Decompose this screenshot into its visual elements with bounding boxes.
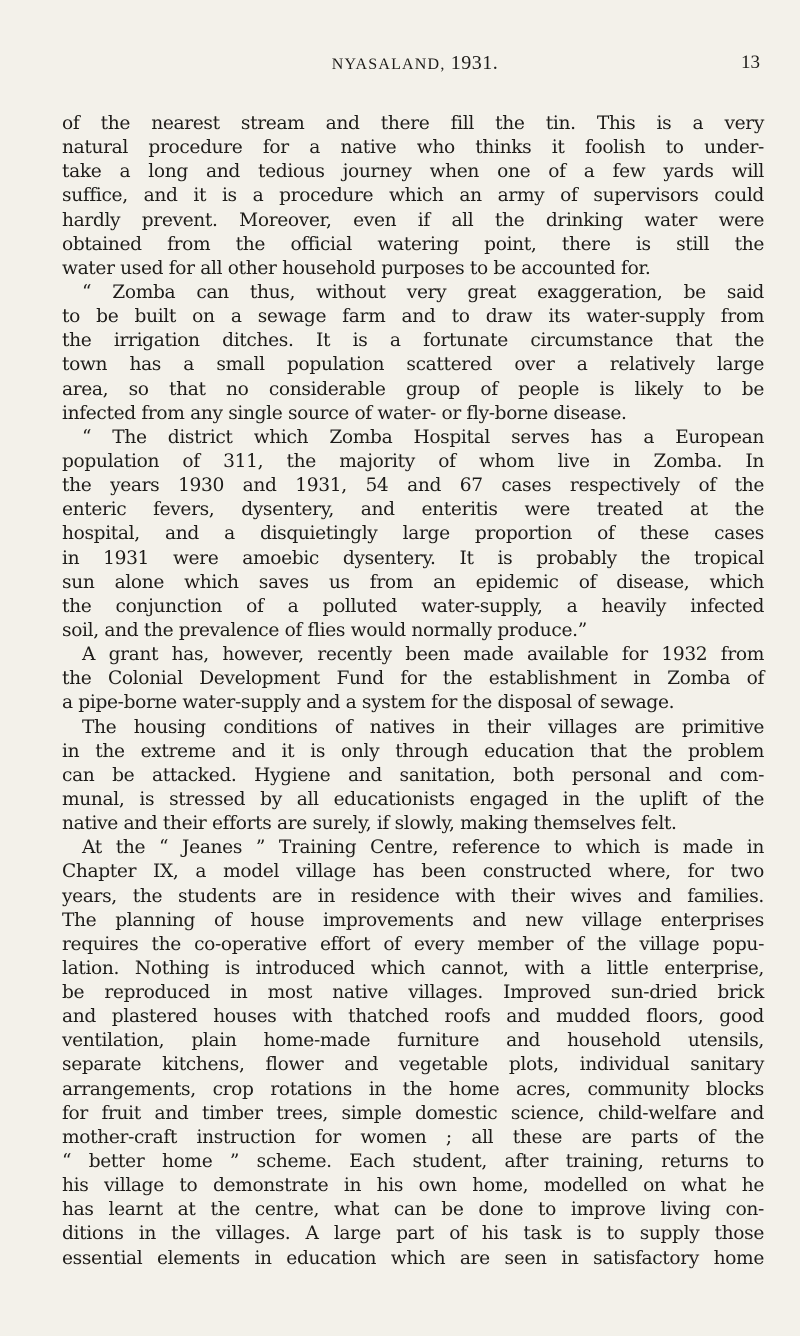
text-line: infected from any single source of water- or fly-borne disease. — [62, 402, 627, 424]
text-line: At the “ Jeanes ” Training Centre, reference to which is made in — [82, 837, 764, 859]
text-line: for fruit and timber trees, simple domestic science, child-welfare and — [62, 1102, 764, 1124]
text-line: the years 1930 and 1931, 54 and 67 cases respectively of the — [62, 475, 764, 497]
text-line: in the extreme and it is only through education that the problem — [62, 740, 764, 762]
text-line: a pipe-borne water-supply and a system for the disposal of sewage. — [62, 692, 675, 714]
text-line: ditions in the villages. A large part of his task is to supply those — [62, 1223, 764, 1245]
text-line: munal, is stressed by all educationists engaged in the uplift of the — [62, 788, 764, 810]
text-line: hardly prevent. Moreover, even if all the drinking water were — [62, 209, 764, 231]
text-line: “ better home ” scheme. Each student, after training, returns to — [62, 1151, 764, 1173]
text-line: requires the co-operative effort of every member of the village popu- — [62, 933, 764, 955]
text-line: water used for all other household purposes to be accounted for. — [62, 257, 651, 279]
text-line: The planning of house improvements and new village enterprises — [62, 909, 764, 931]
text-line: suffice, and it is a procedure which an army of supervisors could — [62, 185, 764, 207]
text-line: separate kitchens, flower and vegetable plots, individual sanitary — [62, 1054, 764, 1076]
text-line: native and their efforts are surely, if slowly, making themselves felt. — [62, 813, 677, 835]
text-line: area, so that no considerable group of people is likely to be — [62, 378, 764, 400]
text-line: of the nearest stream and there fill the tin. This is a very — [62, 113, 764, 134]
text-line: essential elements in education which are seen in satisfactory home — [62, 1247, 764, 1269]
text-line: Chapter IX, a model village has been constructed where, for two — [62, 861, 764, 883]
text-line: his village to demonstrate in his own home, modelled on what he — [62, 1175, 764, 1197]
text-line: mother-craft instruction for women ; all these are parts of the — [62, 1126, 764, 1148]
text-line: has learnt at the centre, what can be done to improve living con- — [62, 1199, 764, 1221]
text-line: soil, and the prevalence of flies would normally produce.” — [62, 619, 587, 641]
text-line: years, the students are in residence with their wives and families. — [62, 885, 764, 907]
running-header — [70, 52, 760, 82]
running-title-name: NYASALAND, — [331, 56, 446, 73]
text-line: the conjunction of a polluted water-supply, a heavily infected — [62, 595, 764, 617]
text-line: population of 311, the majority of whom live in Zomba. In — [62, 450, 764, 472]
text-line: obtained from the official watering point, there is still the — [62, 233, 764, 255]
text-line: the irrigation ditches. It is a fortunate circumstance that the — [62, 330, 764, 352]
text-line: be reproduced in most native villages. Improved sun-dried brick — [62, 982, 764, 1004]
text-line: The housing conditions of natives in their villages are primitive — [82, 716, 764, 738]
running-title — [70, 52, 760, 75]
text-line: arrangements, crop rotations in the home acres, community blocks — [62, 1078, 764, 1100]
page-number: 13 — [741, 52, 760, 73]
text-line: in 1931 were amoebic dysentery. It is probably the tropical — [62, 547, 764, 569]
body-text — [62, 112, 764, 1271]
text-line: enteric fevers, dysentery, and enteritis were treated at the — [62, 499, 764, 521]
text-line: “ Zomba can thus, without very great exaggeration, be said — [82, 281, 764, 303]
text-line: to be built on a sewage farm and to draw its water-supply from — [62, 306, 764, 328]
text-line: and plastered houses with thatched roofs and mudded floors, good — [62, 1006, 764, 1028]
text-line: lation. Nothing is introduced which cannot, with a little enterprise, — [62, 957, 764, 979]
text-line: the Colonial Development Fund for the establishment in Zomba of — [62, 668, 764, 690]
text-line: hospital, and a disquietingly large proportion of these cases — [62, 523, 764, 545]
text-line: town has a small population scattered over a relatively large — [62, 354, 764, 376]
text-line: take a long and tedious journey when one of a few yards will — [62, 161, 764, 183]
text-line: natural procedure for a native who thinks it foolish to under- — [62, 137, 764, 159]
running-title-year: 1931. — [450, 52, 499, 74]
text-line: ventilation, plain home-made furniture and household utensils, — [62, 1030, 764, 1052]
text-line: A grant has, however, recently been made available for 1932 from — [82, 644, 764, 666]
text-line: “ The district which Zomba Hospital serves has a European — [82, 426, 764, 448]
text-line: sun alone which saves us from an epidemic of disease, which — [62, 571, 764, 593]
text-line: can be attacked. Hygiene and sanitation, both personal and com- — [62, 764, 764, 786]
